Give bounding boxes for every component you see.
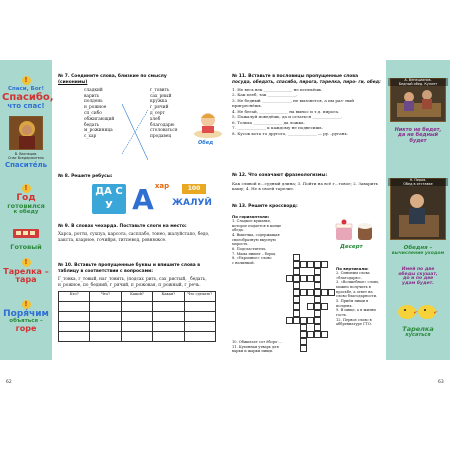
crossword-cell[interactable]: [300, 345, 307, 352]
crossword-cell[interactable]: [293, 282, 300, 289]
task-11-items: [232, 87, 382, 137]
exclamation-icon: !: [22, 184, 31, 193]
crossword-down-clues: [336, 266, 384, 327]
sidebar-phrase-tarelka: ! Тарелка – тара: [3, 258, 49, 285]
task-12-text: Как сливой п...судный длина; 3. Пойти на всё г...товое; 2. Заварить кашу; 4. Не в своей тарелке.: [232, 180, 378, 192]
task-7-left-list: [84, 88, 124, 140]
crossword-cell[interactable]: [314, 317, 321, 324]
list-item: обжигающий: [84, 116, 115, 122]
task-11-number: № 11.: [232, 74, 247, 79]
page-number-left: 62: [6, 380, 12, 385]
down-title: По вертикали:: [336, 266, 369, 271]
table-row: [59, 302, 216, 312]
sidebar-text-2: Обедня – вычисление уходом: [391, 245, 445, 256]
crossword-cell[interactable]: [293, 310, 300, 317]
crossword-cell[interactable]: [300, 289, 307, 296]
chicks-illustration: [393, 298, 443, 322]
exclamation-icon: !: [22, 258, 31, 267]
table-cell[interactable]: [59, 312, 90, 322]
task-12-title: Что означают фразеологизмы:: [248, 173, 328, 178]
list-item: хлеб: [150, 116, 161, 122]
list-item: варить: [84, 93, 100, 99]
table-cell[interactable]: [121, 312, 152, 322]
clue: 8. «Укромное» слово: [232, 256, 272, 261]
task-9-title: В словах чехарда. Поставьте слоги на место:: [71, 224, 187, 229]
crossword-cell[interactable]: [314, 310, 321, 317]
table-header-cell: Какая?: [153, 292, 184, 302]
crossword-cell[interactable]: [314, 261, 321, 268]
task-8-title: Решите ребусы:: [71, 174, 113, 179]
clue: с начинкой.: [232, 261, 255, 266]
task-9-text: Харса, ротти, сухпуа, карсота, сасплабо, тонео, жалуйстапо, бедо, хакста, кзарное, гочийря, титпевод, ровнюжсе.: [58, 231, 210, 243]
task-11-words: посуда, обедать, спасибо, пирога, тарелка, пиро- ги, обед:: [232, 79, 381, 85]
table-cell[interactable]: [59, 322, 90, 332]
crossword-cell[interactable]: [293, 303, 300, 310]
list-item: полдень: [84, 99, 103, 105]
sidebar-phrase-spasi: [2, 76, 54, 111]
crossword-cell[interactable]: [314, 331, 321, 338]
task-10-text: Г_товка, г_товый, наг_товить, (подсах_рить, сах_ристый, _бедать, н_рожное, по_бедний, г_рячий, п_рожовая, п_рожный, г_речь.: [58, 276, 207, 288]
crossword-cell[interactable]: [300, 317, 307, 324]
table-row: [59, 332, 216, 342]
rebus-1: ДА СУ: [92, 184, 126, 214]
sidebar-text-4: Тарелка кусаться: [402, 325, 434, 338]
crossword-cell[interactable]: [321, 289, 328, 296]
task-7-right-list: [150, 88, 194, 140]
rebus-3: ЖАЛУЙ: [172, 198, 212, 208]
table-cell[interactable]: [153, 322, 184, 332]
crossword-cell[interactable]: [314, 289, 321, 296]
sidebar-word-gotoviy: Готовый: [10, 243, 42, 251]
task-10: [58, 263, 218, 342]
table-cell[interactable]: [121, 302, 152, 312]
crossword-cell[interactable]: [314, 303, 321, 310]
list-item: сладкий: [84, 87, 103, 93]
list-item: г_товить: [150, 87, 170, 93]
task-13: [232, 204, 382, 210]
task-10-table: [58, 291, 216, 342]
table-cell[interactable]: [90, 322, 121, 332]
task-8: [58, 174, 218, 180]
crossword-cell[interactable]: [293, 261, 300, 268]
list-item: столоваться: [150, 128, 178, 134]
phrase-spasi-2: Бог!: [30, 86, 45, 92]
list-item: продавец: [150, 134, 172, 140]
clue: 7. Мама пишет – борщ.: [232, 251, 276, 256]
exclamation-icon: !: [22, 76, 31, 85]
across-title: По горизонтали:: [232, 214, 270, 219]
clue: 1. Сладкое кушанье, которое подается в конце обеда.: [232, 219, 282, 233]
task-10-title: Вставьте пропущенные буквы и впишите слова в таблицу в соответствии с вопросами:: [58, 263, 201, 274]
crossword-cell[interactable]: [293, 296, 300, 303]
table-cell[interactable]: [121, 322, 152, 332]
crossword-cell[interactable]: [307, 275, 314, 282]
crossword-cell[interactable]: [293, 275, 300, 282]
clue: 12. Первое слово в аббревиатуре ГТО.: [336, 317, 372, 327]
crossword-cell[interactable]: [314, 296, 321, 303]
saint-portrait: [9, 116, 43, 150]
table-cell[interactable]: [153, 302, 184, 312]
crossword-extra-clues: [232, 340, 290, 354]
clue: 11. Кухонная утварь для варки и жарки пищи.: [232, 344, 279, 354]
painting-1-caption: А. Венецианов. Бедный обед. Куплет: [388, 78, 448, 86]
crossword-cell[interactable]: [300, 324, 307, 331]
saint-caption: В. Васнецов. Спас Вседержитель: [8, 152, 44, 160]
task-10-number: № 10.: [58, 263, 73, 268]
proverb-item: 5. Пожалуй поведёшь, да и остаться ______________.: [232, 114, 343, 120]
table-cell[interactable]: [184, 322, 215, 332]
table-row: [59, 322, 216, 332]
crossword-cell[interactable]: [314, 324, 321, 331]
clue: 9. В пище, а в жизни гость.: [336, 308, 376, 318]
task-12-number: № 12.: [232, 173, 247, 178]
proverb-item: 4. Не бегай, ______________ на вынос и т.д. пирога.: [232, 108, 340, 114]
task-11-title: Вставьте в пословицы пропущенные слова: [248, 74, 359, 79]
list-item: м_рожиница: [84, 128, 113, 134]
list-item: г_рячий: [150, 105, 169, 111]
proverb-item: 6. Только ______________ да ложка.: [232, 119, 305, 125]
train-icon: [12, 226, 40, 240]
list-item: с_хар: [84, 134, 97, 140]
exclamation-icon: !: [22, 300, 31, 309]
table-cell[interactable]: [90, 312, 121, 322]
task-7-title: Соедините слова, близкие по смыслу: [71, 74, 167, 79]
page-number-right: 63: [438, 380, 444, 385]
crossword-cell[interactable]: [328, 289, 335, 296]
task-7-subtitle: (синонимы): [58, 79, 88, 85]
table-cell[interactable]: [153, 312, 184, 322]
crossword-cell[interactable]: [307, 261, 314, 268]
crossword-cell[interactable]: [300, 338, 307, 345]
phrase-chto-spas: что спас!: [7, 102, 45, 111]
task-13-number: № 13.: [232, 204, 247, 209]
crossword-cell[interactable]: [300, 275, 307, 282]
crossword-cell[interactable]: [314, 282, 321, 289]
clue: 5. Приём пищи в полдень.: [336, 299, 369, 308]
task-9-number: № 9.: [58, 224, 70, 229]
table-row: [59, 312, 216, 322]
rebus-2: А: [132, 183, 154, 216]
crossword-cell[interactable]: [321, 303, 328, 310]
task-7: [58, 74, 218, 170]
crossword-cell[interactable]: [300, 331, 307, 338]
clue: 10. Обжигает сот ёборо-...: [232, 340, 282, 344]
task-7-number: № 7.: [58, 74, 70, 79]
crossword-cell[interactable]: [314, 275, 321, 282]
sidebar-text-3: Имей по две обеды скушат, до и по две удам будет.: [398, 267, 438, 287]
proverb-item: 1. Не весь век ______________ не испекёшь.: [232, 86, 323, 92]
crossword-cell[interactable]: [307, 317, 314, 324]
list-item: бедать: [84, 122, 100, 128]
list-item: н_рожное: [84, 105, 107, 111]
crossword-cell[interactable]: [286, 317, 293, 324]
table-header-row: [59, 292, 216, 302]
table-header-cell: Что?: [90, 292, 121, 302]
proverb-item: 8. Кусок кота то другого, ______________ — ру...ругань.: [232, 130, 348, 136]
rebus-3-top: 100: [182, 184, 206, 194]
crossword-cell[interactable]: [300, 261, 307, 268]
task-12: [232, 173, 382, 192]
list-item: сп_сибо: [84, 111, 102, 117]
crossword-cell[interactable]: [293, 317, 300, 324]
task-11: [232, 74, 382, 136]
painting-2: [390, 178, 446, 240]
sidebar-text-1: Никто не бедет, да не бедный будет: [394, 127, 442, 144]
table-header-cell: Какой?: [121, 292, 152, 302]
proverb-item: 3. Не бедный ______________, не вызовется, а им раз- ный пригреснёшь.: [232, 97, 355, 109]
table-cell[interactable]: [121, 332, 152, 342]
painting-2-caption: Н. Перов. Обед в отставке: [388, 178, 448, 186]
crossword-cell[interactable]: [321, 331, 328, 338]
match-line: [122, 102, 148, 162]
crossword-cell[interactable]: [293, 268, 300, 275]
task-13-title: Решите кроссворд:: [248, 204, 298, 209]
phrase-spasi-1: Спаси,: [7, 86, 29, 92]
sidebar-phrase-god: ! Год готовился к обеду: [7, 184, 45, 216]
clue: 4. Выпечка, содержащая своеобразную вкусную морость.: [232, 233, 280, 247]
dinner-label: Обед: [198, 139, 214, 146]
crossword-cell[interactable]: [321, 261, 328, 268]
list-item: кружка: [150, 99, 168, 105]
table-cell[interactable]: [184, 302, 215, 312]
list-item: благодарю: [150, 122, 175, 128]
crossword-cell[interactable]: [307, 289, 314, 296]
task-8-number: № 8.: [58, 174, 70, 179]
crossword-cell[interactable]: [286, 275, 293, 282]
list-item: д_серт: [150, 111, 165, 117]
proverb-item: 2. Как хлеб, так ______________.: [232, 92, 298, 98]
table-cell[interactable]: [59, 332, 90, 342]
crossword-cell[interactable]: [293, 289, 300, 296]
crossword-across-clues: [232, 214, 284, 266]
task-9: [58, 224, 218, 244]
table-header-cell: Что сделать?: [184, 292, 215, 302]
list-item: сах_рный: [150, 93, 172, 99]
dinner-boy-illustration: [193, 110, 223, 140]
table-header-cell: Кто?: [59, 292, 90, 302]
table-cell[interactable]: [90, 302, 121, 312]
crossword-cell[interactable]: [314, 268, 321, 275]
table-cell[interactable]: [90, 332, 121, 342]
phrase-spasibo: Спасибо,: [2, 91, 54, 103]
crossword-cell[interactable]: [307, 303, 314, 310]
clue: 6. Подсластитель.: [232, 247, 267, 252]
sidebar-phrase-gore: ! Поря́чим объяться – горе: [3, 300, 49, 334]
table-cell[interactable]: [184, 332, 215, 342]
proverb-item: 7. ______________ к каждому не подвесишь.: [232, 125, 323, 131]
crossword-cell[interactable]: [293, 254, 300, 261]
clue: 3. «Волшебное» слово, можно получить в просьбе, а ответ на слово благодарности.: [336, 280, 380, 299]
table-cell[interactable]: [184, 312, 215, 322]
table-cell[interactable]: [59, 302, 90, 312]
crossword-grid: [286, 254, 336, 362]
sidebar-word-spasitel: Спасите́ль: [4, 161, 48, 169]
dessert-label: Десерт: [340, 244, 363, 250]
rebus-2-side: хар: [154, 182, 170, 190]
clue: 2. Синоним слова «благодарю».: [336, 271, 370, 280]
table-cell[interactable]: [153, 332, 184, 342]
crossword-cell[interactable]: [307, 331, 314, 338]
